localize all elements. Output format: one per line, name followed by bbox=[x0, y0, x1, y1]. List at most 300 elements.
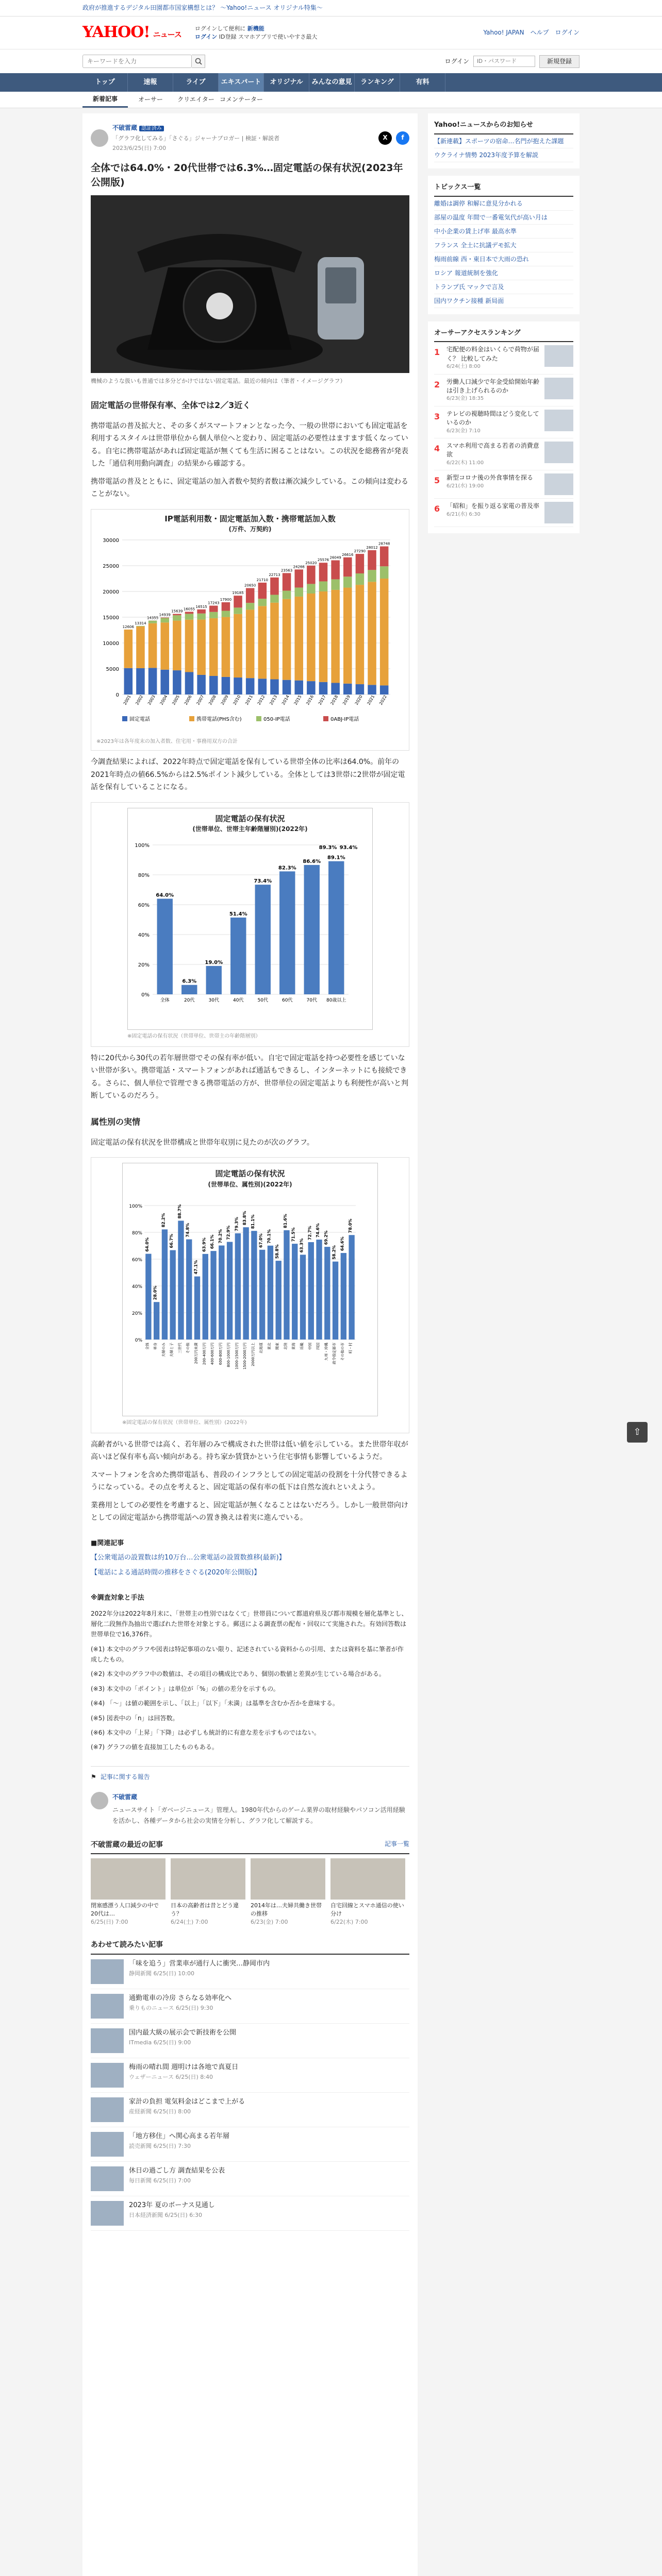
nav-top[interactable]: トップ bbox=[82, 73, 128, 92]
chart-1-legend-swatch bbox=[323, 716, 328, 721]
chart-1-bar-segment bbox=[173, 670, 181, 694]
chart-3-x-tick: 近畿 bbox=[300, 1342, 304, 1350]
related-link-1[interactable]: 【公衆電話の設置数は約10万台…公衆電話の設置数推移(最新)】 bbox=[91, 1554, 286, 1562]
chart-1-bar-segment bbox=[222, 602, 230, 611]
chart-1-x-tick: 2002 bbox=[135, 694, 144, 706]
chart-3-caption: ※固定電話の保有状況（世帯単位、属性別）(2022年) bbox=[122, 1420, 247, 1426]
chart-1-bar-segment bbox=[246, 588, 255, 603]
chart-1-x-tick: 2021 bbox=[366, 694, 376, 706]
yahoo-japan-link[interactable]: Yahoo! JAPAN bbox=[483, 29, 524, 36]
author-profile-name[interactable]: 不破雷蔵 bbox=[112, 1793, 138, 1801]
nav-ranking[interactable]: ランキング bbox=[355, 73, 400, 92]
chart-2-bar bbox=[181, 985, 197, 994]
chart-1-y-tick: 15000 bbox=[103, 615, 119, 621]
chart-1-bar-segment bbox=[283, 573, 291, 590]
chart-3 bbox=[127, 1190, 359, 1406]
chart-1-y-tick: 20000 bbox=[103, 589, 119, 595]
chart-1-bar-segment bbox=[283, 599, 291, 680]
chart-3-x-tick: 1000-1500万円 bbox=[235, 1342, 239, 1369]
chart-3-x-tick: 600-800万円 bbox=[218, 1342, 223, 1365]
topic-item[interactable]: 離婚は調停 和解に意見分かれる bbox=[434, 197, 573, 211]
chart-1-x-tick: 2014 bbox=[280, 694, 290, 706]
chart-3-bar bbox=[308, 1242, 314, 1339]
chart-1-bar-segment bbox=[319, 563, 328, 581]
chart-3-bar bbox=[292, 1244, 297, 1340]
chart-3-data-label: 79.3% bbox=[234, 1216, 239, 1231]
recommended-heading: あわせて読みたい記事 bbox=[91, 1939, 409, 1955]
note-6: (※6) 本文中の「上昇」「下降」は必ずしも統計的に有意な差を示すものではない。 bbox=[91, 1729, 320, 1737]
chart-1-bar-segment bbox=[234, 607, 242, 614]
chart-1-bar-segment bbox=[283, 680, 291, 694]
publish-date: 2023/6/25(日) 7:00 bbox=[112, 145, 167, 152]
chart-1-bar-segment bbox=[368, 685, 376, 694]
chart-1-bar-segment bbox=[270, 679, 279, 694]
chart-3-data-label: 78.0% bbox=[348, 1218, 353, 1233]
chart-1-total-label: 25576 bbox=[317, 558, 329, 563]
login-link[interactable]: ログイン bbox=[555, 29, 580, 36]
chart-1-total-label: 12606 bbox=[122, 624, 134, 629]
chart-1-bar-segment bbox=[331, 683, 340, 695]
chart-1-bar-segment bbox=[124, 668, 133, 694]
chart-1-bar-segment bbox=[294, 597, 303, 681]
list-item[interactable]: 2023年 夏のボーナス見通し 日本経済新聞 6/25(日) 6:30 bbox=[91, 2196, 409, 2231]
chart-3-data-label: 83.8% bbox=[242, 1210, 247, 1225]
chart-3-data-label: 58.8% bbox=[275, 1244, 280, 1259]
list-item[interactable]: 梅雨の晴れ間 週明けは各地で真夏日 ウェザーニュース 6/25(日) 8:40 bbox=[91, 2058, 409, 2093]
list-item[interactable]: 家計の負担 電気料金はどこまで上がる 産経新聞 6/25(日) 8:00 bbox=[91, 2093, 409, 2127]
chart-3-y-tick: 100% bbox=[129, 1204, 142, 1209]
chart-2-bar bbox=[279, 871, 295, 994]
subnav-latest[interactable]: 新着記事 bbox=[82, 92, 128, 108]
author-latest-item[interactable]: 日本の高齢者は昔とどう違う？ 6/24(土) 7:00 bbox=[171, 1858, 245, 1926]
chart-1-x-tick: 2022 bbox=[378, 694, 388, 706]
chart-1-total-label: 14939 bbox=[159, 613, 171, 617]
chart-3-y-tick: 0% bbox=[135, 1337, 142, 1343]
chart-2-x-tick: 80歳以上 bbox=[326, 997, 346, 1003]
chart-1-bar-segment bbox=[197, 609, 206, 614]
chart-2-bar bbox=[304, 865, 320, 994]
facebook-share-button[interactable] bbox=[396, 131, 409, 145]
site-logo[interactable]: YAHOO! ニュース bbox=[82, 23, 181, 42]
chart-1-total-label: 13314 bbox=[135, 621, 146, 625]
author-latest-heading: 不破雷蔵の最近の記事 記事一覧 bbox=[91, 1839, 409, 1855]
chart-1-bar-segment bbox=[148, 668, 157, 694]
chart-1-bar-segment bbox=[380, 685, 389, 694]
chart-3-x-tick: その他 bbox=[186, 1342, 190, 1353]
ranking-item[interactable]: 4 スマホ利用で高まる若者の消費意欲 6/22(木) 11:00 bbox=[434, 438, 573, 470]
hero-caption: 機械のような扱いも普通では多分どかけではない固定電話。最近の傾向は（筆者・イメージグラフ） bbox=[91, 377, 346, 384]
chart-3-bar bbox=[268, 1245, 273, 1339]
flag-icon: ⚑ bbox=[91, 1773, 96, 1781]
chart-1-bar-segment bbox=[283, 590, 291, 599]
chart-1-bar-segment bbox=[222, 611, 230, 617]
paragraph-7: スマートフォンを含めた携帯電話も、普段のインフラとしての固定電話の役割を十分代替できるようになっている。その点を考えると、固定電話の保有率の低下は自然な流れといえよう。 bbox=[91, 1470, 408, 1492]
chart-3-data-label: 71.5% bbox=[291, 1227, 296, 1242]
chart-3-bar bbox=[284, 1230, 289, 1339]
section-heading-1: 固定電話の世帯保有率、全体では2／3近く bbox=[91, 400, 251, 410]
chart-2-extra-label: 93.4% bbox=[339, 844, 358, 851]
ranking-item[interactable]: 3 テレビの視聴時間はどう変化しているのか 6/23(金) 7:10 bbox=[434, 406, 573, 438]
chart-1-bar-segment bbox=[209, 612, 218, 618]
subnav-authors[interactable]: オーサー bbox=[138, 96, 163, 103]
chart-2-x-tick: 60代 bbox=[282, 997, 293, 1003]
chart-1-bar-segment bbox=[185, 612, 194, 614]
chart-1-bar-segment bbox=[307, 594, 316, 681]
news-notice-item[interactable]: 【新連載】スポーツの宿命…名門が抱えた課題 bbox=[434, 134, 573, 148]
chart-1-caption: ※2023年は各年度末の加入者数、住宅用・事務用双方の合計 bbox=[96, 738, 238, 744]
chart-1-x-tick: 2017 bbox=[317, 694, 327, 706]
chart-3-y-tick: 20% bbox=[131, 1311, 142, 1316]
chart-2-data-label: 19.0% bbox=[205, 959, 223, 965]
chart-1-bar-segment bbox=[270, 595, 279, 602]
chart-1-bar-segment bbox=[343, 557, 352, 577]
chart-3-x-tick: 九州・沖縄 bbox=[324, 1342, 328, 1361]
chart-1-y-tick: 10000 bbox=[103, 641, 119, 647]
chart-3-bar bbox=[251, 1231, 257, 1340]
chart-1-total-label: 17243 bbox=[208, 601, 220, 605]
chart-3-data-label: 82.2% bbox=[161, 1213, 166, 1227]
chart-3-bar bbox=[162, 1229, 168, 1340]
chart-1-bar-segment bbox=[173, 621, 181, 670]
chart-3-data-label: 64.0% bbox=[144, 1237, 150, 1252]
chart-1-x-tick: 2013 bbox=[269, 694, 278, 706]
topic-item[interactable]: フランス 全土に抗議デモ拡大 bbox=[434, 239, 573, 252]
chart-1-x-tick: 2015 bbox=[293, 694, 303, 706]
chart-3-bar bbox=[186, 1239, 192, 1339]
help-link[interactable]: ヘルプ bbox=[530, 29, 549, 36]
chart-1-total-label: 25020 bbox=[305, 561, 317, 565]
chart-1-title: IP電話利用数・固定電話加入数・携帯電話加入数 bbox=[164, 514, 336, 523]
chart-1-y-tick: 0 bbox=[115, 692, 119, 698]
chart-1-bar-segment bbox=[246, 678, 255, 694]
nav-live[interactable]: ライブ bbox=[173, 73, 219, 92]
chart-1-bar-segment bbox=[148, 621, 157, 623]
chart-3-x-tick: 400-600万円 bbox=[210, 1342, 215, 1365]
section-heading-2: 属性別の実情 bbox=[91, 1116, 141, 1127]
chart-1-bar-segment bbox=[258, 599, 267, 606]
nav-opinion[interactable]: みんなの意見 bbox=[309, 73, 355, 92]
chart-1-bar-segment bbox=[185, 672, 194, 694]
x-share-button[interactable] bbox=[378, 131, 392, 145]
related-title: ■関連記事 bbox=[91, 1539, 124, 1547]
chart-2-data-label: 82.3% bbox=[278, 865, 296, 871]
paragraph-3: 今調査結果によれば、2022年時点で固定電話を保有している世帯全体の比率は64.0%。前年の2021年時点の値66.5%からは2.5%ポイント減少している。全体としては3世帯に2世帯が固定電話を保有していることになる。 bbox=[91, 758, 405, 791]
chart-3-bar bbox=[210, 1251, 216, 1340]
nav-paid[interactable]: 有料 bbox=[400, 73, 445, 92]
chart-1-x-tick: 2003 bbox=[146, 694, 156, 706]
chart-1-bar-segment bbox=[136, 668, 145, 694]
chart-2-x-tick: 30代 bbox=[208, 997, 219, 1003]
chart-1-bar-segment bbox=[160, 622, 169, 669]
chart-3-data-label: 72.9% bbox=[226, 1225, 231, 1240]
chart-1-figure bbox=[91, 509, 409, 751]
header-links bbox=[483, 27, 580, 38]
chart-1-bar-segment bbox=[258, 606, 267, 679]
author-name[interactable]: 不破雷蔵 bbox=[112, 124, 138, 131]
chart-1-legend-label: 固定電話 bbox=[129, 717, 150, 722]
chart-1-bar-segment bbox=[173, 615, 181, 621]
chart-1-bar-segment bbox=[319, 682, 328, 694]
chart-3-data-label: 47.1% bbox=[193, 1260, 198, 1275]
chart-3-bar bbox=[316, 1240, 322, 1340]
chart-1-bar-segment bbox=[173, 614, 181, 616]
ranking-title: オーサーアクセスランキング bbox=[434, 328, 573, 343]
chart-1-x-tick: 2016 bbox=[305, 694, 315, 706]
nav-original[interactable]: オリジナル bbox=[264, 73, 309, 92]
chart-3-bar bbox=[349, 1235, 354, 1340]
chart-3-x-tick: 町・村 bbox=[349, 1342, 353, 1353]
chart-3-x-tick: 東海 bbox=[291, 1342, 296, 1350]
back-to-top-button[interactable] bbox=[627, 1422, 648, 1443]
chart-3-data-label: 66.1% bbox=[210, 1234, 215, 1249]
chart-3-x-tick: 1500-2000万円 bbox=[243, 1342, 247, 1369]
chart-3-bar bbox=[333, 1261, 338, 1339]
chart-2-bar bbox=[230, 918, 246, 994]
chart-1-subtitle: (万件、万契約) bbox=[228, 526, 272, 533]
chart-1-total-label: 19185 bbox=[232, 591, 244, 596]
list-item[interactable]: 国内最大級の展示会で新技術を公開 ITmedia 6/25(日) 9:00 bbox=[91, 2024, 409, 2058]
chart-3-bar bbox=[243, 1227, 249, 1340]
chart-2-extra-label: 89.3% bbox=[319, 844, 337, 851]
chart-1-total-label: 26049 bbox=[329, 555, 341, 560]
chart-3-bar bbox=[170, 1250, 176, 1339]
chart-3-bar bbox=[178, 1221, 184, 1340]
news-notice-item[interactable]: ウクライナ情勢 2023年度予算を解説 bbox=[434, 148, 573, 162]
chart-2-y-tick: 40% bbox=[138, 932, 150, 938]
chart-3-bar bbox=[219, 1245, 224, 1340]
chart-3-x-tick: 200万円未満 bbox=[194, 1342, 198, 1364]
nav-breaking[interactable]: 速報 bbox=[128, 73, 173, 92]
author-latest-more-link[interactable]: 記事一覧 bbox=[384, 1840, 409, 1848]
chart-3-bar bbox=[235, 1233, 241, 1339]
chart-2-y-tick: 80% bbox=[138, 872, 150, 878]
chart-1-x-tick: 2010 bbox=[232, 694, 242, 706]
author-latest-item[interactable]: 自宅回線とスマホ通信の使い分け 6/22(木) 7:00 bbox=[330, 1858, 405, 1926]
chart-1-bar-segment bbox=[331, 579, 340, 590]
paragraph-6: 高齢者がいる世帯では高く、若年層のみで構成された世帯は低い値を示している。また世帯年収が高いほど保有率も高い傾向がある。持ち家か賃貸かという住宅事情も影響しているようだ。 bbox=[91, 1440, 408, 1461]
list-item[interactable]: 「味を追う」営業車が通行人に衝突…静岡市内 静岡新聞 6/25(日) 10:00 bbox=[91, 1955, 409, 1989]
chart-2-x-tick: 20代 bbox=[184, 997, 195, 1003]
chart-1-bar-segment bbox=[234, 677, 242, 694]
ranking-item[interactable]: 2 労働人口減少で年金受給開始年齢は引き上げられるのか 6/23(金) 18:35 bbox=[434, 375, 573, 406]
list-item[interactable]: 「地方移住」へ関心高まる若年層 読売新聞 6/25(日) 7:30 bbox=[91, 2127, 409, 2162]
chart-3-bar bbox=[324, 1247, 330, 1340]
chart-1-bar-segment bbox=[136, 626, 145, 668]
note-5: (※5) 図表中の「n」は回答数。 bbox=[91, 1714, 179, 1722]
paragraph-8: 業務用としての必要性を考慮すると、固定電話が無くなることはないだろう。しかし一般世帯向けとしての固定電話から携帯電話への置き換えは着実に進んでいる。 bbox=[91, 1501, 408, 1522]
note-4: (※4) 「〜」は値の範囲を示し、「以上」「以下」「未満」は基準を含むか否かを意味する。 bbox=[91, 1700, 339, 1707]
chart-1-bar-segment bbox=[197, 620, 206, 675]
chart-1-bar-segment bbox=[222, 677, 230, 694]
chart-3-bar bbox=[203, 1253, 208, 1339]
topic-item[interactable]: ロシア 報道統制を強化 bbox=[434, 266, 573, 280]
chart-1-bar-segment bbox=[124, 630, 133, 668]
chart-3-figure bbox=[91, 1157, 409, 1433]
chart-3-title: 固定電話の保有状況 bbox=[215, 1169, 285, 1179]
topic-item[interactable]: 国内ワクチン接種 新局面 bbox=[434, 294, 573, 308]
chart-1-bar-segment bbox=[197, 675, 206, 694]
note-2: (※2) 本文中のグラフ中の数値は、その項目の構成比であり、個別の数値と差異が生じている場合がある。 bbox=[91, 1670, 385, 1678]
chart-2-bar bbox=[328, 861, 344, 994]
chart-1-bar-segment bbox=[270, 603, 279, 680]
chart-1-total-label: 28748 bbox=[378, 541, 390, 546]
chart-1-bar-segment bbox=[356, 554, 365, 573]
chart-1-bar-segment bbox=[307, 681, 316, 694]
chart-3-bar bbox=[154, 1302, 159, 1340]
author-avatar[interactable] bbox=[91, 129, 108, 147]
chart-1-y-tick: 30000 bbox=[103, 538, 119, 544]
article-main bbox=[82, 113, 418, 2576]
chart-1-bar-segment bbox=[234, 614, 242, 677]
chart-2-x-tick: 40代 bbox=[233, 997, 244, 1003]
chart-3-x-tick: 三世代 bbox=[177, 1342, 182, 1353]
chart-3-x-tick: 四国 bbox=[316, 1342, 321, 1350]
chart-1-bar-segment bbox=[319, 591, 328, 682]
list-item[interactable]: 通勤電車の冷房 さらなる効率化へ 乗りものニュース 6/25(日) 9:30 bbox=[91, 1989, 409, 2024]
chart-3-subtitle: (世帯単位、属性別)(2022年) bbox=[208, 1180, 292, 1188]
chart-1-x-tick: 2006 bbox=[183, 694, 193, 706]
chart-1-x-tick: 2001 bbox=[122, 694, 132, 706]
chart-1-bar-segment bbox=[319, 581, 328, 591]
sub-nav bbox=[0, 92, 662, 108]
chart-2-title: 固定電話の保有状況 bbox=[215, 814, 285, 823]
chart-3-data-label: 63.3% bbox=[299, 1238, 304, 1252]
ranking-item[interactable]: 6 「昭和」を振り返る家電の普及率 6/21(水) 6:30 bbox=[434, 499, 573, 527]
chart-3-bar bbox=[259, 1249, 265, 1339]
topic-item[interactable]: 中小企業の賃上げ率 最高水準 bbox=[434, 225, 573, 239]
chart-1-bar-segment bbox=[356, 585, 365, 684]
register-button[interactable]: 新規登録 bbox=[539, 55, 580, 68]
topic-item[interactable]: 部屋の温度 年間で一番電気代が高い月は bbox=[434, 211, 573, 225]
chart-1-bar-segment bbox=[380, 547, 389, 567]
chart-1-x-tick: 2007 bbox=[195, 694, 205, 706]
chart-1-y-tick: 5000 bbox=[106, 667, 119, 672]
chart-2-figure bbox=[91, 802, 409, 1047]
chart-1-total-label: 27290 bbox=[354, 549, 366, 554]
chart-3-data-label: 58.2% bbox=[332, 1245, 337, 1260]
author-byline: 不破雷蔵 認証済み 「グラフ化してみる」「さぐる」ジャーナブロガー | 検証・解説者 2023/6/25(日) 7:00 X f bbox=[91, 123, 409, 154]
chart-1-bar-segment bbox=[246, 603, 255, 609]
nav-expert[interactable]: エキスパート bbox=[219, 73, 264, 92]
search-button[interactable] bbox=[192, 55, 205, 68]
chart-3-x-tick: 北海道 bbox=[259, 1342, 263, 1353]
chart-3-y-tick: 40% bbox=[131, 1284, 142, 1290]
author-profile-text: ニュースサイト「ガベージニュース」管理人。1980年代からのゲーム業界の取材経験やパソコン活用経験を活かし、各種データから社会の実情を分析し、グラフ化して解説する。 bbox=[112, 1806, 405, 1824]
chart-1-bar-segment bbox=[343, 577, 352, 587]
chart-1-total-label: 21710 bbox=[256, 578, 268, 582]
chart-3-data-label: 81.1% bbox=[250, 1214, 255, 1229]
chart-3-x-tick: 2000万円以上 bbox=[251, 1342, 255, 1366]
chart-3-data-label: 64.6% bbox=[340, 1236, 345, 1251]
chart-2-data-label: 64.0% bbox=[156, 892, 174, 899]
chart-1-x-tick: 2011 bbox=[244, 694, 254, 706]
facebook-icon: f bbox=[401, 134, 404, 142]
login-promo[interactable]: ログインして便利に 新機能 ログイン ID登録 スマホアプリで使いやすさ最大 bbox=[194, 25, 318, 40]
chart-2-y-tick: 20% bbox=[138, 962, 150, 968]
chart-3-bar bbox=[341, 1253, 346, 1340]
chart-2-x-tick: 全体 bbox=[160, 997, 170, 1003]
chart-1-x-tick: 2020 bbox=[354, 694, 363, 706]
related-link-2[interactable]: 【電話による通話時間の推移をさぐる(2020年公開版)】 bbox=[91, 1569, 261, 1577]
chart-2-data-label: 86.6% bbox=[303, 858, 321, 865]
chart-3-x-tick: 夫婦のみ bbox=[161, 1342, 166, 1357]
chart-2-x-tick: 70代 bbox=[306, 997, 317, 1003]
chart-3-x-tick: 単身 bbox=[153, 1342, 158, 1350]
topic-item[interactable]: トランプ氏 マックで言及 bbox=[434, 280, 573, 294]
chart-3-x-tick: その他の市 bbox=[340, 1342, 345, 1361]
list-item[interactable]: 休日の過ごし方 調査結果を公表 毎日新聞 6/25(日) 7:00 bbox=[91, 2162, 409, 2196]
author-latest-item[interactable]: 閉塞感漂う人口減少の中で20代は… 6/25(日) 7:00 bbox=[91, 1858, 166, 1926]
search-bar bbox=[0, 49, 662, 73]
chart-1-bar-segment bbox=[270, 578, 279, 595]
report-link[interactable]: 記事に関する報告 bbox=[100, 1773, 150, 1781]
chart-1 bbox=[96, 535, 404, 731]
author-latest-item[interactable]: 2014年は…夫婦共働き世帯の推移 6/23(金) 7:00 bbox=[251, 1858, 325, 1926]
chart-1-total-label: 17900 bbox=[220, 598, 232, 602]
chart-1-legend-label: 050-IP電話 bbox=[263, 717, 290, 722]
topic-item[interactable]: 梅雨前線 西・東日本で大雨の恐れ bbox=[434, 252, 573, 266]
verified-badge: 認証済み bbox=[139, 126, 164, 131]
chart-3-data-label: 74.6% bbox=[316, 1223, 321, 1238]
subnav-creators[interactable]: クリエイター bbox=[177, 96, 214, 103]
chart-3-data-label: 63.9% bbox=[202, 1237, 207, 1252]
chart-1-bar-segment bbox=[209, 618, 218, 676]
chart-3-x-tick: 200-400万円 bbox=[202, 1342, 207, 1365]
chart-1-legend-swatch bbox=[256, 716, 261, 721]
id-input[interactable] bbox=[473, 56, 535, 67]
recommended-list bbox=[91, 1955, 409, 2231]
subnav-commentators[interactable]: コメンテーター bbox=[219, 96, 263, 103]
chart-2-y-tick: 100% bbox=[135, 842, 150, 849]
chart-1-bar-segment bbox=[234, 596, 242, 607]
related-articles bbox=[91, 1538, 409, 1579]
top-announcement[interactable] bbox=[0, 0, 662, 16]
chart-1-bar-segment bbox=[185, 614, 194, 619]
author-profile-avatar[interactable] bbox=[91, 1792, 108, 1809]
chart-1-bar-segment bbox=[209, 676, 218, 694]
chart-2-y-tick: 60% bbox=[138, 902, 150, 908]
chart-1-bar-segment bbox=[294, 587, 303, 597]
paragraph-1: 携帯電話の普及拡大と、その多くがスマートフォンとなった今、一般の世帯においても固定電話を利用するスタイルは世帯単位から個人単位へと変わり、固定電話の必要性はますます低くなっている。自宅に携帯電話があれば固定電話が無くても生活に困ることはない。この状況を総務省が発表した「通信利用動向調査」の結果から確認する。 bbox=[91, 421, 408, 468]
chart-3-data-label: 70.1% bbox=[267, 1229, 272, 1244]
chart-1-total-label: 28012 bbox=[366, 545, 378, 550]
chart-3-data-label: 74.8% bbox=[185, 1223, 190, 1238]
paragraph-2: 携帯電話の普及とともに、固定電話の加入者数や契約者数は漸次減少している。この傾向は変わることがない。 bbox=[91, 477, 408, 499]
chart-3-x-tick: 中国 bbox=[308, 1342, 312, 1350]
topics-box bbox=[428, 176, 580, 314]
article-title: 全体では64.0%・20代世帯では6.3%…固定電話の保有状況(2023年公開版) bbox=[91, 162, 403, 188]
login-label: ログイン bbox=[444, 57, 469, 65]
top-announcement-text[interactable]: 政府が推進するデジタル田園都市国家構想とは？ 〜Yahoo!ニュース オリジナル特集〜 bbox=[82, 4, 323, 11]
chart-3-x-tick: 夫婦と子 bbox=[170, 1342, 174, 1357]
chart-1-total-label: 26616 bbox=[342, 552, 354, 557]
chart-2-bar bbox=[206, 966, 222, 994]
search-input[interactable] bbox=[82, 55, 192, 68]
ranking-item[interactable]: 1 宅配便の料金はいくらで荷物が届く？ 比較してみた 6/24(土) 8:00 bbox=[434, 342, 573, 374]
chart-2-subtitle: (世帯単位、世帯主年齢階層別)(2022年) bbox=[192, 825, 308, 833]
chart-3-x-tick: 全体 bbox=[145, 1342, 150, 1350]
chart-3-x-tick: 800-1000万円 bbox=[226, 1342, 231, 1367]
chart-1-bar-segment bbox=[160, 618, 169, 623]
chart-3-x-tick: 東北 bbox=[267, 1342, 272, 1350]
chart-1-x-tick: 2012 bbox=[256, 694, 266, 706]
note-0: 2022年分は2022年8月末に、「世帯主の性別ではなくて」世帯員について都道府県及び都市規模を層化基準とし、層化二段無作為抽出で選ばれた世帯を対象とする。郵送による調査票の配布・回収にて実施された。有効回答数は世帯単位で16,376件。 bbox=[91, 1609, 408, 1638]
ranking-item[interactable]: 5 新型コロナ後の外食事情を探る 6/21(水) 19:00 bbox=[434, 470, 573, 499]
arrow-up-icon: ⇧ bbox=[633, 1427, 641, 1438]
chart-1-legend-swatch bbox=[122, 716, 127, 721]
chart-1-total-label: 15639 bbox=[171, 609, 183, 614]
chart-2-bar bbox=[157, 899, 173, 994]
